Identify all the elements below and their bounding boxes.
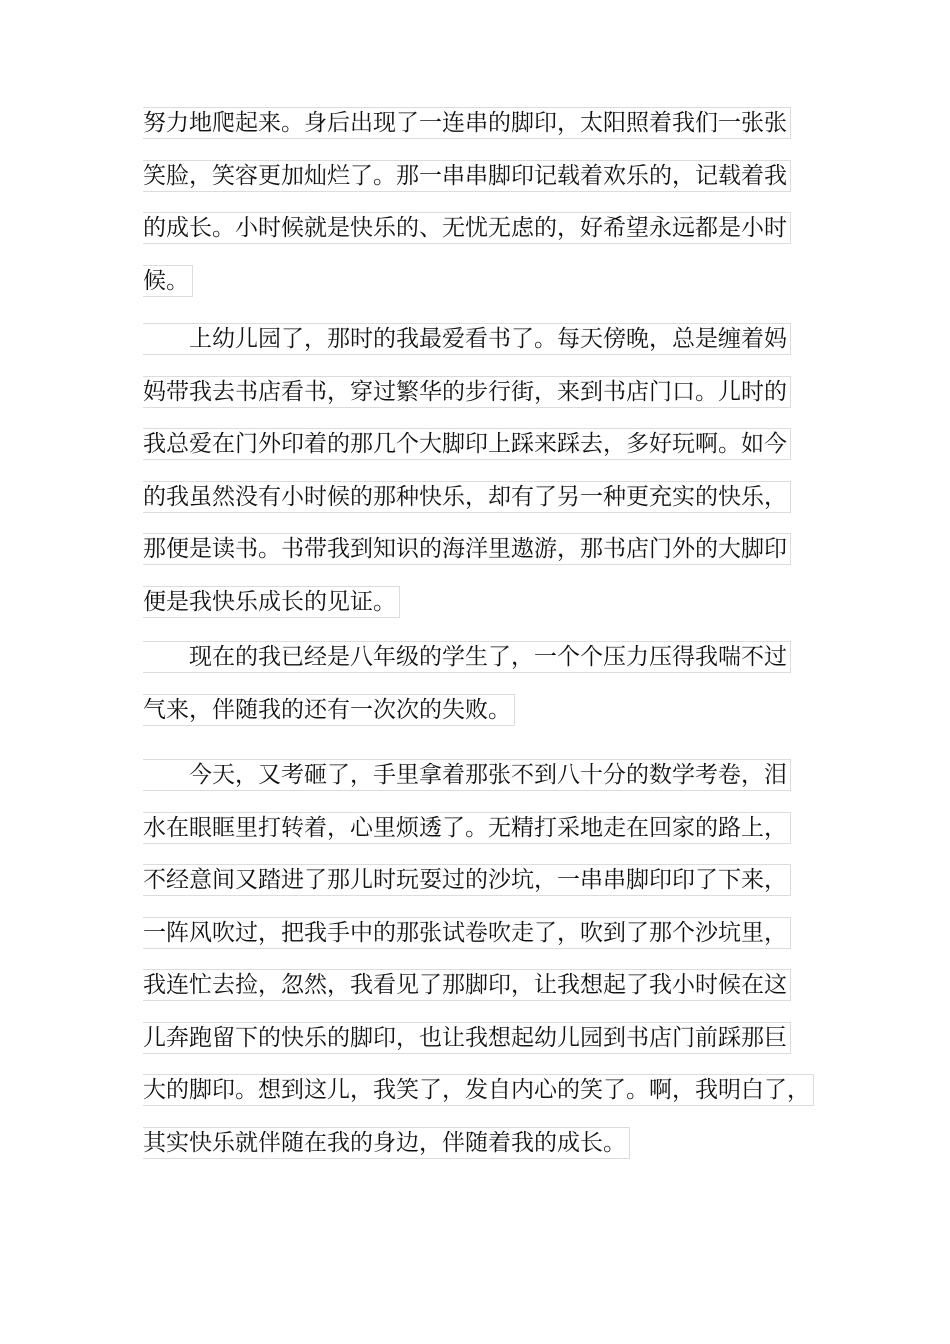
text-line: 候。 <box>143 254 823 307</box>
paragraph-2 <box>143 312 823 627</box>
text-line: 努力地爬起来。身后出现了一连串的脚印，太阳照着我们一张张 <box>143 96 823 149</box>
text-line: 那便是读书。书带我到知识的海洋里遨游，那书店门外的大脚印 <box>143 522 823 575</box>
text-line: 我连忙去捡，忽然，我看见了那脚印，让我想起了我小时候在这 <box>143 958 823 1011</box>
text-line: 妈带我去书店看书，穿过繁华的步行街，来到书店门口。儿时的 <box>143 365 823 418</box>
text-line: 不经意间又踏进了那儿时玩耍过的沙坑，一串串脚印印了下来， <box>143 853 823 906</box>
text-line: 便是我快乐成长的见证。 <box>143 575 823 628</box>
text-line: 水在眼眶里打转着，心里烦透了。无精打采地走在回家的路上， <box>143 801 823 854</box>
text-line: 的我虽然没有小时候的那种快乐，却有了另一种更充实的快乐， <box>143 470 823 523</box>
text-line: 一阵风吹过，把我手中的那张试卷吹走了，吹到了那个沙坑里， <box>143 906 823 959</box>
text-line: 今天，又考砸了，手里拿着那张不到八十分的数学考卷，泪 <box>143 748 823 801</box>
text-line: 上幼儿园了，那时的我最爱看书了。每天傍晚，总是缠着妈 <box>143 312 823 365</box>
text-line: 气来，伴随我的还有一次次的失败。 <box>143 683 823 736</box>
paragraph-4 <box>143 748 823 1168</box>
text-line: 儿奔跑留下的快乐的脚印，也让我想起幼儿园到书店门前踩那巨 <box>143 1011 823 1064</box>
text-line: 我总爱在门外印着的那几个大脚印上踩来踩去，多好玩啊。如今 <box>143 417 823 470</box>
text-line: 其实快乐就伴随在我的身边，伴随着我的成长。 <box>143 1116 823 1169</box>
paragraph-1 <box>143 96 823 306</box>
paragraph-3 <box>143 630 823 735</box>
text-line: 的成长。小时候就是快乐的、无忧无虑的，好希望永远都是小时 <box>143 201 823 254</box>
text-line: 笑脸，笑容更加灿烂了。那一串串脚印记载着欢乐的，记载着我 <box>143 149 823 202</box>
text-line: 现在的我已经是八年级的学生了，一个个压力压得我喘不过 <box>143 630 823 683</box>
text-line: 大的脚印。想到这儿，我笑了，发自内心的笑了。啊，我明白了， <box>143 1063 823 1116</box>
